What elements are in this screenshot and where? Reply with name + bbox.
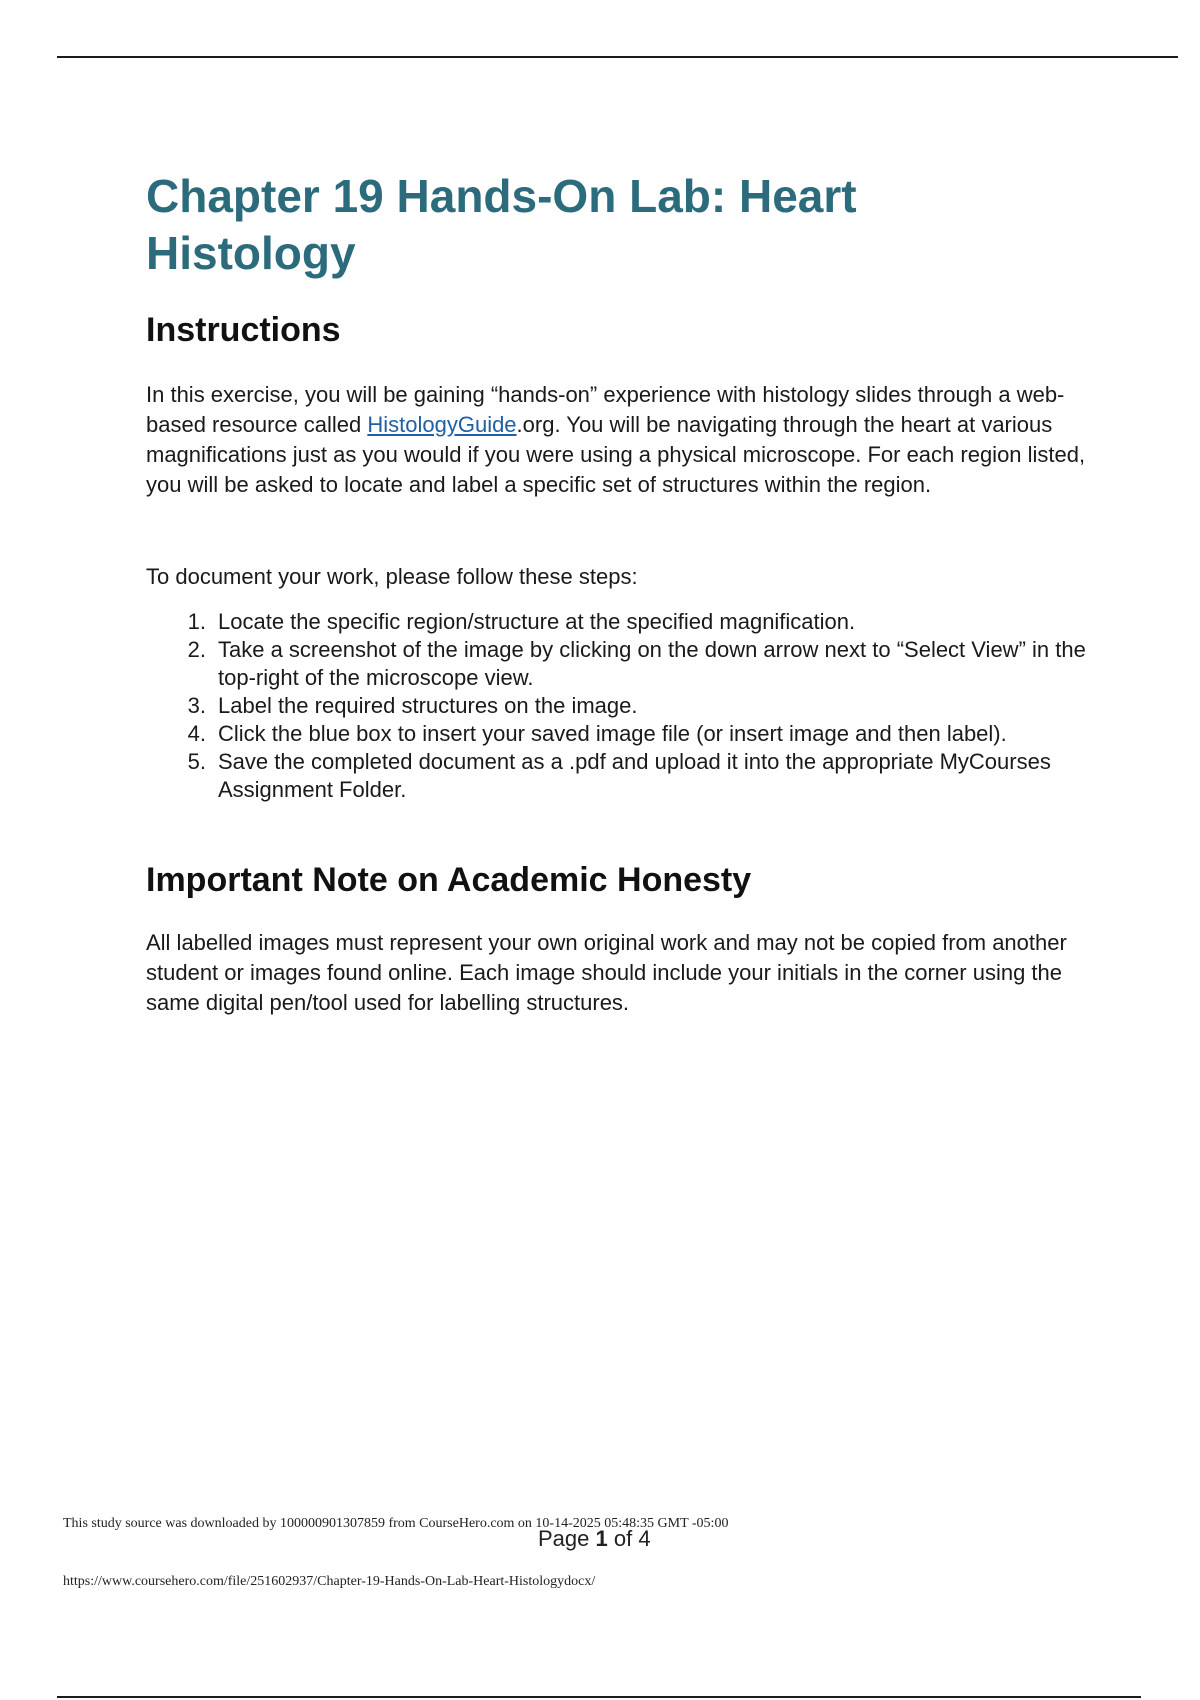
academic-honesty-paragraph: All labelled images must represent your own original work and may not be copied from another student or images found online. Each image should include your initials in the corner using the same digital pen/tool used for labelling structures. [146,930,1067,1015]
page-total: 4 [638,1526,651,1551]
list-item [146,608,1106,636]
document-title: Chapter 19 Hands-On Lab: Heart Histology [146,170,857,279]
intro-text-end: .org. You will be navigating through the heart at various magnifications just as you would if you were using a physical microscope. For each region listed, you will be asked to locate and label a specific set of structures within the region. [146,412,1086,497]
download-source-notice: This study source was downloaded by 100000901307859 from CourseHero.com on 10-14-2025 05:48:35 GMT -05:00 [63,1516,729,1531]
step-number: 5. [187,749,206,774]
step-text: Save the completed document as a .pdf and upload it into the appropriate MyCourses Assignment Folder. [218,749,1051,802]
step-number: 2. [187,637,206,662]
bottom-divider [57,1696,1141,1698]
intro-paragraph [146,380,1106,500]
step-text: Click the blue box to insert your saved image file (or insert image and then label). [218,721,1007,746]
document-body [146,168,1106,1018]
source-url[interactable]: https://www.coursehero.com/file/251602937/Chapter-19-Hands-On-Lab-Heart-Histologydocx/ [63,1574,596,1589]
page-number [538,1526,651,1552]
top-divider [57,56,1178,58]
step-text: Label the required structures on the image. [218,693,638,718]
step-number: 4. [187,721,206,746]
academic-honesty-heading: Important Note on Academic Honesty [146,861,752,899]
list-item [146,636,1106,692]
page-middle: of [607,1526,639,1551]
step-text: Locate the specific region/structure at the specified magnification. [218,609,856,634]
steps-list [146,608,1106,804]
step-text: Take a screenshot of the image by clicking on the down arrow next to “Select View” in the top-right of the microscope view. [218,637,1086,690]
page-prefix: Page [538,1526,596,1551]
instructions-heading: Instructions [146,311,341,349]
page-current: 1 [595,1526,608,1551]
list-item [146,720,1106,748]
list-item [146,692,1106,720]
step-number: 1. [187,609,206,634]
steps-intro: To document your work, please follow these steps: [146,564,638,589]
step-number: 3. [187,693,206,718]
intro-text-start: In this exercise, you will be gaining “hands-on” experience with histology slides through a web-based resource called [146,382,1065,437]
list-item [146,748,1106,804]
histologyguide-link[interactable]: HistologyGuide [367,412,517,437]
